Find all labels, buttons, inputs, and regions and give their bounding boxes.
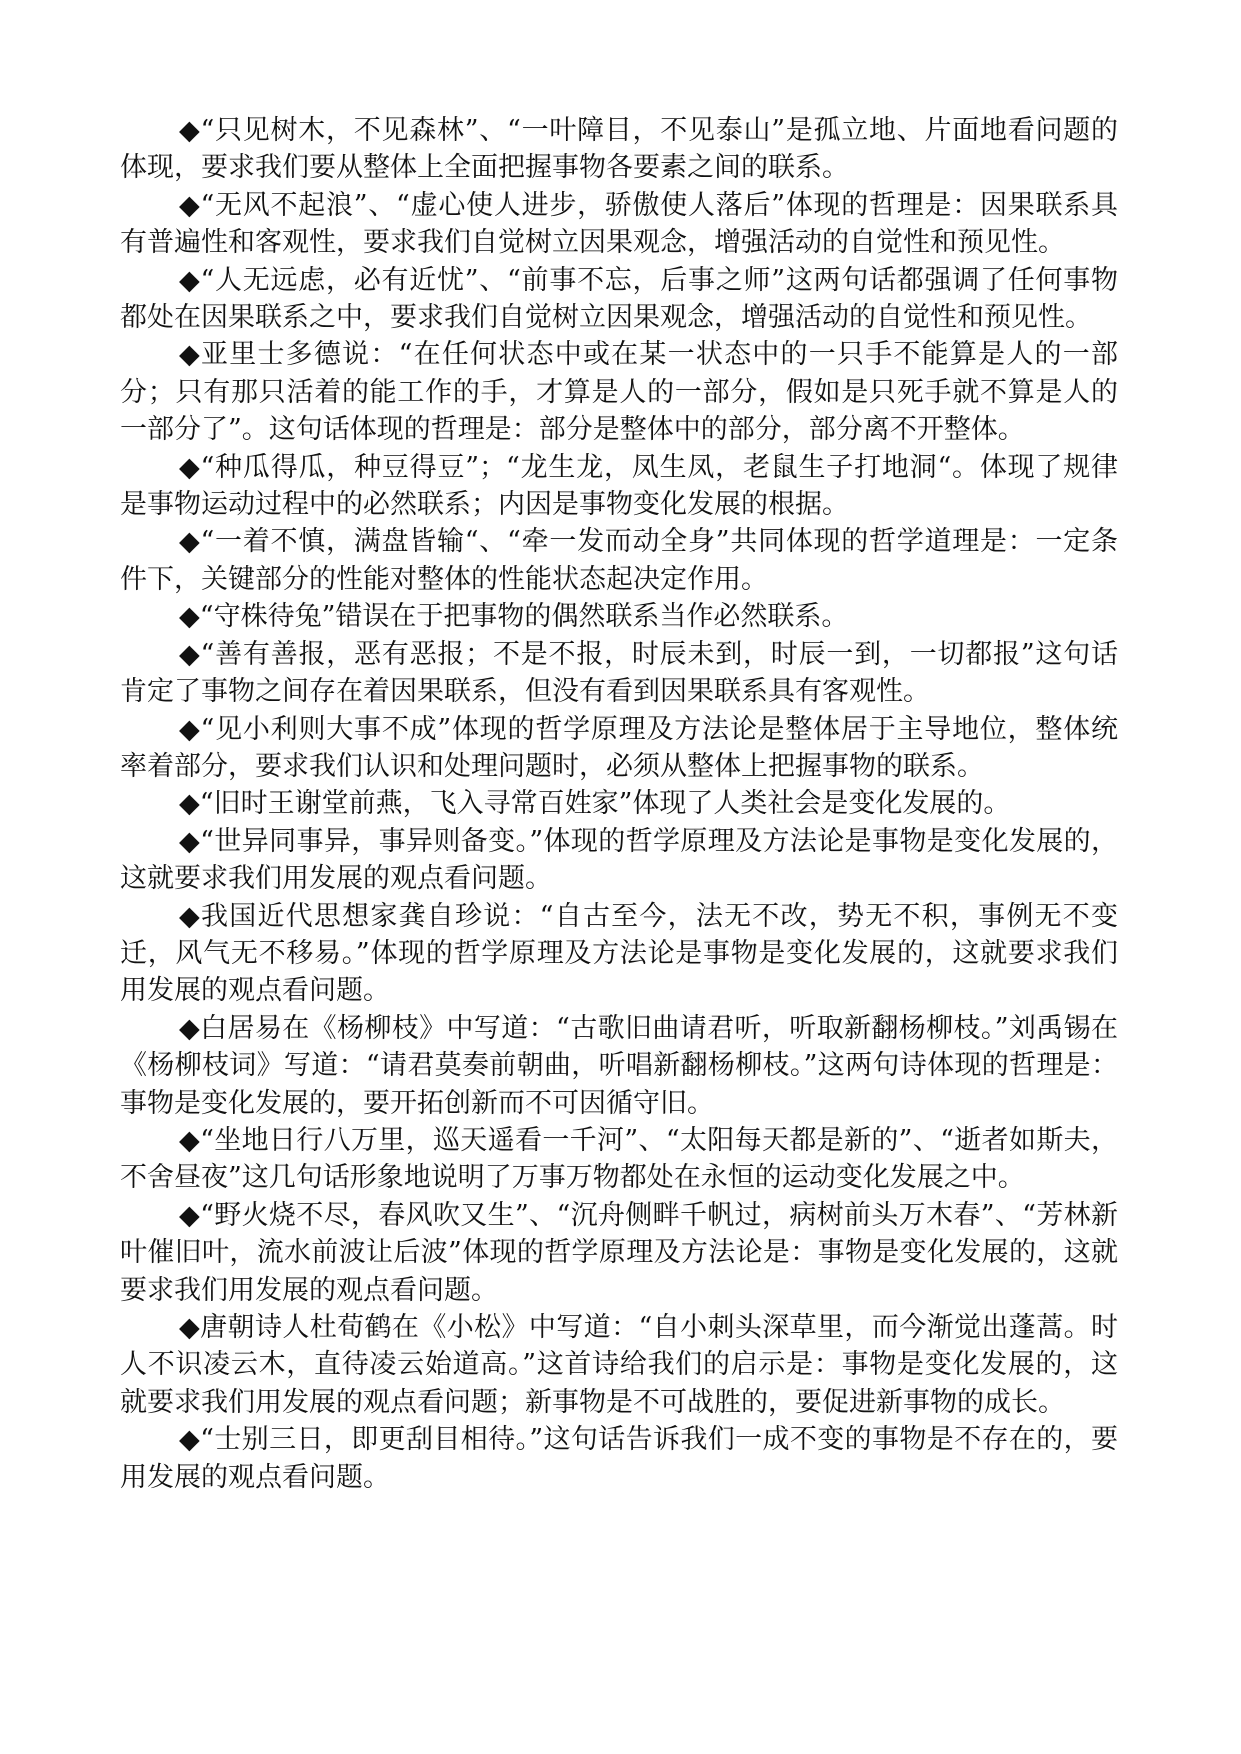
document-body <box>120 112 1118 1496</box>
paragraph-15: ◆“野火烧不尽，春风吹又生”、“沉舟侧畔千帆过，病树前头万木春”、“芳林新叶催旧叶，流水前波让后波”体现的哲学原理及方法论是：事物是变化发展的，这就要求我们用发展的观点看问题。 <box>120 1199 1118 1306</box>
paragraph-7: ◆“守株待兔”错误在于把事物的偶然联系当作必然联系。 <box>179 601 849 633</box>
paragraph-17: ◆“士别三日，即更刮目相待。”这句话告诉我们一成不变的事物是不存在的，要用发展的观点看问题。 <box>120 1424 1118 1493</box>
paragraph-10: ◆“旧时王谢堂前燕，飞入寻常百姓家”体现了人类社会是变化发展的。 <box>179 788 1011 820</box>
paragraph-5: ◆“种瓜得瓜，种豆得豆”；“龙生龙，凤生凤，老鼠生子打地洞“。体现了规律是事物运动过程中的必然联系；内因是事物变化发展的根据。 <box>120 451 1118 521</box>
paragraph-4: ◆亚里士多德说：“在任何状态中或在某一状态中的一只手不能算是人的一部分；只有那只活着的能工作的手，才算是人的一部分，假如是只死手就不算是人的一部分了”。这句话体现的哲理是：部分是整体中的部分，部分离不开整体。 <box>120 339 1118 446</box>
paragraph-16: ◆唐朝诗人杜荀鹤在《小松》中写道：“自小刺头深草里，而今渐觉出蓬蒿。时人不识凌云木，直待凌云始道高。”这首诗给我们的启示是：事物是变化发展的，这就要求我们用发展的观点看问题；新事物是不可战胜的，要促进新事物的成长。 <box>120 1312 1118 1418</box>
paragraph-8: ◆“善有善报，恶有恶报；不是不报，时辰未到，时辰一到，一切都报”这句话肯定了事物之间存在着因果联系，但没有看到因果联系具有客观性。 <box>120 638 1118 708</box>
paragraph-1: ◆“只见树木，不见森林”、“一叶障目，不见泰山”是孤立地、片面地看问题的体现，要求我们要从整体上全面把握事物各要素之间的联系。 <box>120 115 1118 184</box>
paragraph-3: ◆“人无远虑，必有近忧”、“前事不忘，后事之师”这两句话都强调了任何事物都处在因果联系之中，要求我们自觉树立因果观念，增强活动的自觉性和预见性。 <box>120 264 1118 334</box>
paragraph-13: ◆白居易在《杨柳枝》中写道：“古歌旧曲请君听，听取新翻杨柳枝。”刘禹锡在《杨柳枝词》写道：“请君莫奏前朝曲，听唱新翻杨柳枝。”这两句诗体现的哲理是：事物是变化发展的，要开拓创新而不可因循守旧。 <box>120 1012 1118 1119</box>
paragraph-9: ◆“见小利则大事不成”体现的哲学原理及方法论是整体居于主导地位，整体统率着部分，要求我们认识和处理问题时，必须从整体上把握事物的联系。 <box>120 713 1118 782</box>
paragraph-14: ◆“坐地日行八万里，巡天遥看一千河”、“太阳每天都是新的”、“逝者如斯夫，不舍昼夜”这几句话形象地说明了万事万物都处在永恒的运动变化发展之中。 <box>120 1124 1118 1194</box>
paragraph-11: ◆“世异同事异，事异则备变。”体现的哲学原理及方法论是事物是变化发展的，这就要求我们用发展的观点看问题。 <box>120 825 1118 895</box>
paragraph-2: ◆“无风不起浪”、“虚心使人进步，骄傲使人落后”体现的哲理是：因果联系具有普遍性和客观性，要求我们自觉树立因果观念，增强活动的自觉性和预见性。 <box>120 189 1118 259</box>
paragraph-12: ◆我国近代思想家龚自珍说：“自古至今，法无不改，势无不积，事例无不变迁，风气无不移易。”体现的哲学原理及方法论是事物是变化发展的，这就要求我们用发展的观点看问题。 <box>120 900 1118 1007</box>
paragraph-6: ◆“一着不慎，满盘皆输“、“牵一发而动全身”共同体现的哲学道理是：一定条件下，关键部分的性能对整体的性能状态起决定作用。 <box>120 526 1118 595</box>
